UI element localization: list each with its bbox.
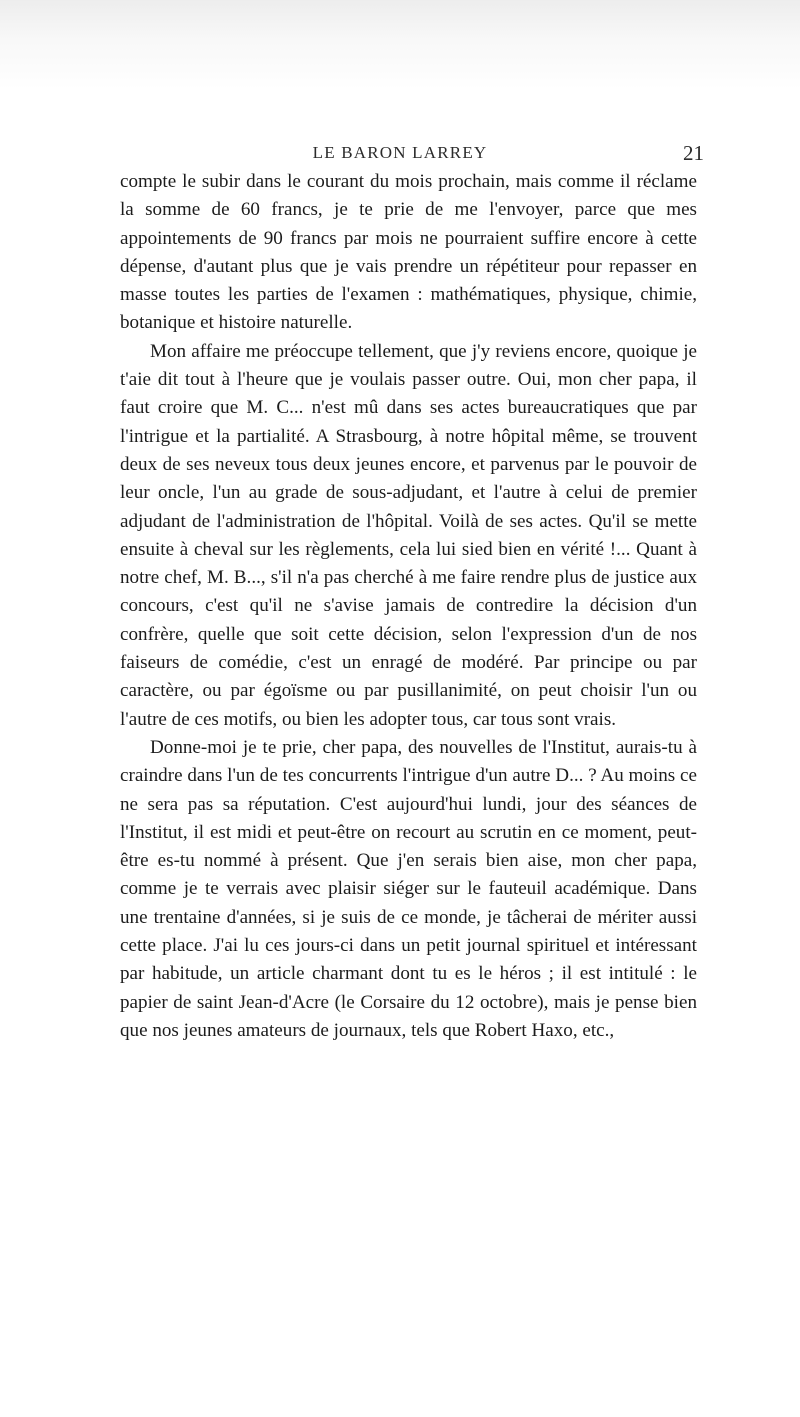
body-text	[120, 168, 697, 1045]
paragraph-3: Donne-moi je te prie, cher papa, des nouvelles de l'Institut, aurais-tu à craindre dans l'un de tes concurrents l'intrigue d'un autre D... ? Au moins ce ne sera pas sa réputation. C'est aujourd'hui lundi, jour des séances de l'Institut, il est midi et peut-être on recourt au scrutin en ce moment, peut-être es-tu nommé à présent. Que j'en serais bien aise, mon cher papa, comme je te verrais avec plaisir siéger sur le fauteuil académique. Dans une trentaine d'années, si je suis de ce monde, je tâcherai de mériter aussi cette place. J'ai lu ces jours-ci dans un petit journal spirituel et intéressant par habitude, un article charmant dont tu es le héros ; il est intitulé : le papier de saint Jean-d'Acre (le Corsaire du 12 octobre), mais je pense bien que nos jeunes amateurs de journaux, tels que Robert Haxo, etc.,	[120, 736, 697, 1041]
paragraph-2: Mon affaire me préoccupe tellement, que j'y reviens encore, quoique je t'aie dit tout à l'heure que je voulais passer outre. Oui, mon cher papa, il faut croire que M. C... n'est mû dans ses actes bureaucratiques que par l'intrigue et la partialité. A Strasbourg, à notre hôpital même, se trouvent deux de ses neveux tous deux jeunes encore, et parvenus par le pouvoir de leur oncle, l'un au grade de sous-adjudant, et l'autre à celui de premier adjudant de l'administration de l'hôpital. Voilà de ses actes. Qu'il se mette ensuite à cheval sur les règlements, cela lui sied bien en vérité !... Quant à notre chef, M. B..., s'il n'a pas cherché à me faire rendre plus de justice aux concours, c'est qu'il ne s'avise jamais de contredire la décision d'un confrère, quelle que soit cette décision, selon l'expression d'un de nos faiseurs de comédie, c'est un enragé de modéré. Par principe ou par caractère, ou par égoïsme ou par pusillanimité, on peut choisir l'un ou l'autre de ces motifs, ou bien les adopter tous, car tous sont vrais.	[120, 340, 697, 730]
paragraph-1: compte le subir dans le courant du mois prochain, mais comme il réclame la somme de 60 francs, je te prie de me l'envoyer, parce que mes appointements de 90 francs par mois ne pourraient suffire encore à cette dépense, d'autant plus que je vais prendre un répétiteur pour repasser en masse toutes les parties de l'examen : mathématiques, physique, chimie, botanique et histoire naturelle.	[120, 171, 697, 334]
running-title: LE BARON LARREY	[312, 143, 488, 162]
page-number: 21	[683, 141, 704, 165]
